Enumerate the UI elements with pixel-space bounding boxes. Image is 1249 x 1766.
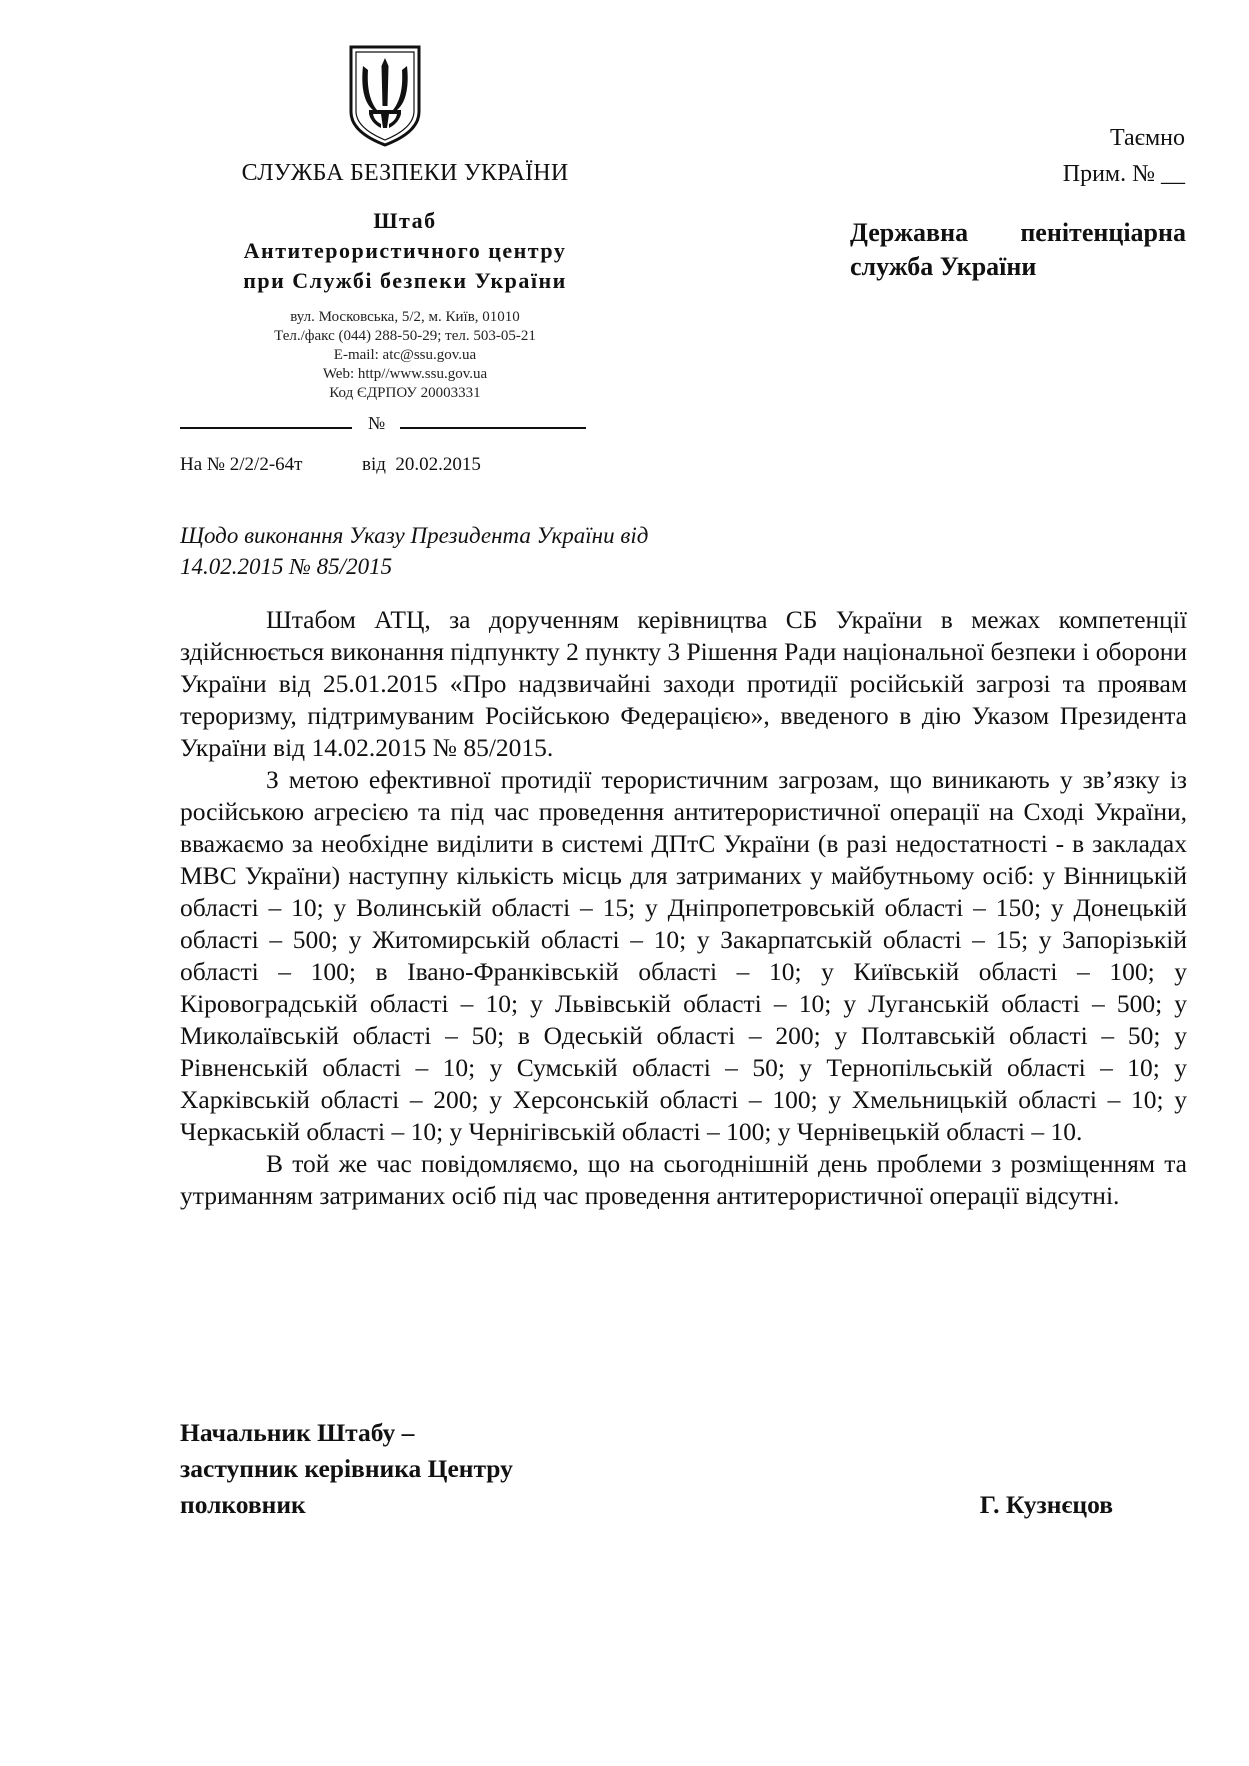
signature-title — [180, 1415, 513, 1523]
reference-number: На № 2/2/2-64т — [180, 454, 303, 475]
signature-title-line: Начальник Штабу – — [180, 1418, 415, 1447]
agency-name: СЛУЖБА БЕЗПЕКИ УКРАЇНИ — [241, 160, 569, 186]
signature-title-line: заступник керівника Центру — [180, 1454, 513, 1483]
email-line: E-mail: atc@ssu.gov.ua — [333, 347, 477, 363]
copy-number: Прим. № __ — [1062, 161, 1185, 187]
headquarters-title — [180, 206, 630, 296]
contact-details — [180, 308, 630, 403]
hq-line: при Службі безпеки України — [243, 268, 567, 293]
classification-secret: Таємно — [1109, 125, 1185, 151]
registration-date-line — [180, 427, 352, 429]
letter-body — [180, 604, 1187, 1212]
reference-date: від 20.02.2015 — [362, 454, 481, 475]
body-paragraph: Штабом АТЦ, за дорученням керівництва СБ України в межах компетенції здійснюється виконання підпункту 2 пункту 3 Рішення Ради національної безпеки і оборони України від 25.01.2015 «Про надзвичайні заходи протидії російській загрозі та проявам тероризму, підтримуваним Російською Федерацією», введеного в дію Указом Президента України від 14.02.2015 № 85/2015. — [180, 605, 1187, 762]
recipient: Державна пенітенціарна служба України — [850, 218, 1186, 281]
edrpou-line: Код ЄДРПОУ 20003331 — [329, 385, 481, 401]
classification-block — [1000, 120, 1185, 192]
letter-subject: Щодо виконання Указу Президента України від 14.02.2015 № 85/2015 — [180, 523, 649, 579]
address-line: вул. Московська, 5/2, м. Київ, 01010 — [290, 309, 520, 325]
hq-line: Антитерористичного центру — [243, 238, 567, 263]
body-paragraph: В той же час повідомляємо, що на сьогоднішній день проблеми з розміщенням та утриманням затриманих осіб під час проведення антитерористичної операції відсутні. — [180, 1149, 1187, 1210]
registration-number-line — [400, 427, 586, 429]
hq-line: Штаб — [373, 208, 437, 233]
web-line: Web: http//www.ssu.gov.ua — [322, 366, 488, 382]
signature-title-line: полковник — [180, 1490, 306, 1519]
body-paragraph: З метою ефективної протидії терористичним загрозам, що виникають у зв’язку із російською агресією та під час проведення антитерористичної операції на Сході України, вважаємо за необхідне виділити в системі ДПтС України (в разі недостатності - в закладах МВС України) наступну кількість місць для затриманих у майбутньому осіб: у Вінницькій області – 10; у Волинській області – 15; у Дніпропетровській області – 150; у Донецькій області – 500; у Житомирській області – 10; у Закарпатській області – 15; у Запорізькій області – 100; в Івано-Франківській області – 10; у Київській області – 100; у Кіровоградській області – 10; у Львівській області – 10; у Луганській області – 500; у Миколаївській області – 50; в Одеській області – 200; у Полтавській області – 50; у Рівненській області – 10; у Сумській області – 50; у Тернопільській області – 10; у Харківській області – 200; у Херсонській області – 100; у Хмельницькій області – 10; у Черкаській області – 10; у Чернігівській області – 100; у Чернівецькій області – 10. — [180, 765, 1187, 1146]
registration-number-sign: № — [368, 413, 386, 433]
coat-of-arms-emblem — [347, 44, 423, 148]
phone-line: Тел./факс (044) 288-50-29; тел. 503-05-21 — [274, 328, 536, 344]
signatory-name: Г. Кузнєцов — [979, 1490, 1113, 1519]
